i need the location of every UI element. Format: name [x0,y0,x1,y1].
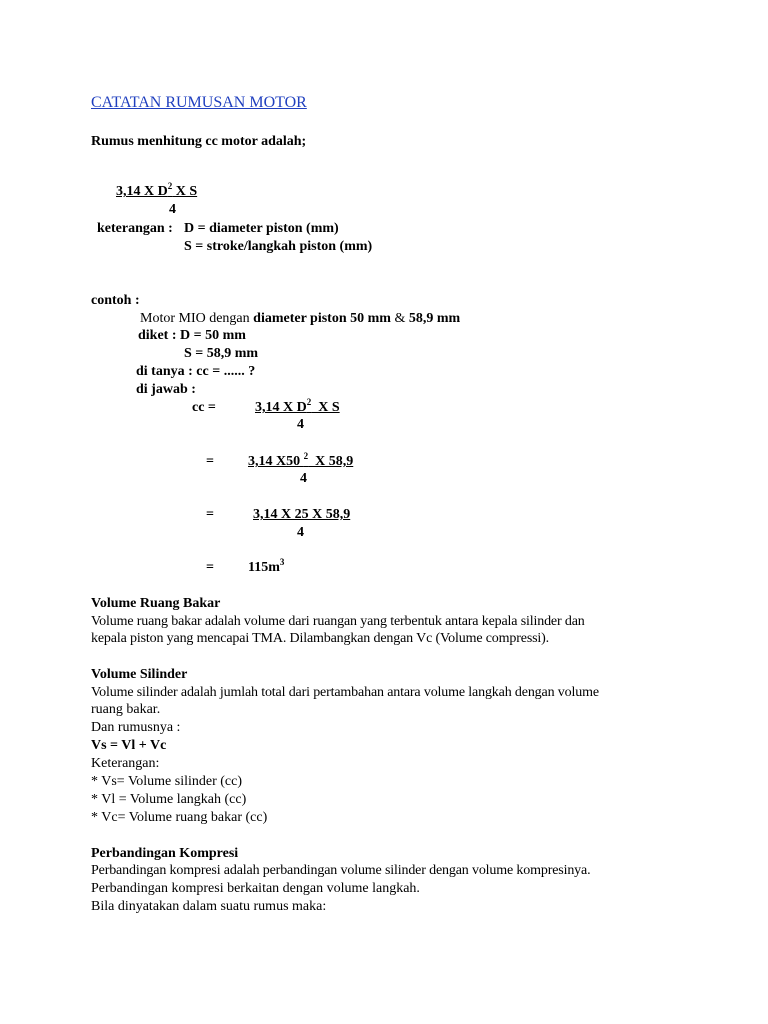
formula-numerator-a: 3,14 X D [116,184,168,199]
ruang-bakar-line2: kepala piston yang mencapai TMA. Dilambangkan dengan Vc (Volume compressi). [91,631,550,646]
document-title[interactable]: CATATAN RUMUSAN MOTOR [91,94,307,111]
silinder-line1: Volume silinder adalah jumlah total dari pertambahan antara volume langkah dengan volume [91,685,599,700]
step2-power: 2 [303,451,309,461]
step2-eq: = [206,454,214,469]
step3-denominator: 4 [297,525,304,540]
contoh-label: contoh : [91,293,140,308]
contoh-motor-line [140,310,460,328]
motor-text-b: diameter piston 50 mm [253,311,391,326]
keterangan-label: keterangan : [97,221,173,236]
silinder-formula: Vs = Vl + Vc [91,738,167,753]
s-value-line: S = 58,9 mm [184,346,259,361]
result-value [248,559,284,577]
step1-denominator: 4 [297,417,304,432]
formula-denominator: 4 [169,202,176,217]
motor-text-d: 58,9 mm [408,311,461,326]
kompresi-line1: Perbandingan kompresi adalah perbandingan volume silinder dengan volume kompresinya. [91,863,591,878]
ditanya-line: di tanya : cc = ...... ? [136,364,256,379]
step2-denominator: 4 [300,471,307,486]
kompresi-line3: Bila dinyatakan dalam suatu rumus maka: [91,899,327,914]
step1-b: X S [311,400,340,415]
diket-line: diket : D = 50 mm [138,328,246,343]
formula-power: 2 [167,181,173,191]
silinder-item2: * Vl = Volume langkah (cc) [91,792,247,807]
silinder-heading: Volume Silinder [91,667,188,682]
step1-a: 3,14 X D [255,400,307,415]
intro-line: Rumus menhitung cc motor adalah; [91,134,307,149]
ruang-bakar-line1: Volume ruang bakar adalah volume dari ruangan yang terbentuk antara kepala silinder dan [91,614,585,629]
step3-numerator: 3,14 X 25 X 58,9 [253,507,351,522]
step2-numerator [248,453,353,471]
keterangan-d: D = diameter piston (mm) [184,221,339,236]
kompresi-line2: Perbandingan kompresi berkaitan dengan volume langkah. [91,881,420,896]
dijawab-line: di jawab : [136,382,196,397]
step1-power: 2 [306,397,312,407]
silinder-item3: * Vc= Volume ruang bakar (cc) [91,810,268,825]
keterangan-s: S = stroke/langkah piston (mm) [184,239,373,254]
formula-numerator-b: X S [172,184,198,199]
kompresi-heading: Perbandingan Kompresi [91,846,239,861]
step2-a: 3,14 X50 [248,454,304,469]
silinder-line2: ruang bakar. [91,702,161,717]
result-eq: = [206,560,214,575]
ruang-bakar-heading: Volume Ruang Bakar [91,596,221,611]
silinder-item1: * Vs= Volume silinder (cc) [91,774,242,789]
step1-numerator [255,399,340,417]
silinder-ket: Keterangan: [91,756,160,771]
motor-text-a: Motor MIO dengan [140,311,254,326]
result-power: 3 [279,557,285,567]
formula-numerator [116,183,197,201]
result-a: 115m [248,560,280,575]
silinder-line3: Dan rumusnya : [91,720,181,735]
motor-text-c: & [390,311,409,326]
cc-label: cc = [192,400,216,415]
step2-b: X 58,9 [308,454,354,469]
step3-eq: = [206,507,214,522]
